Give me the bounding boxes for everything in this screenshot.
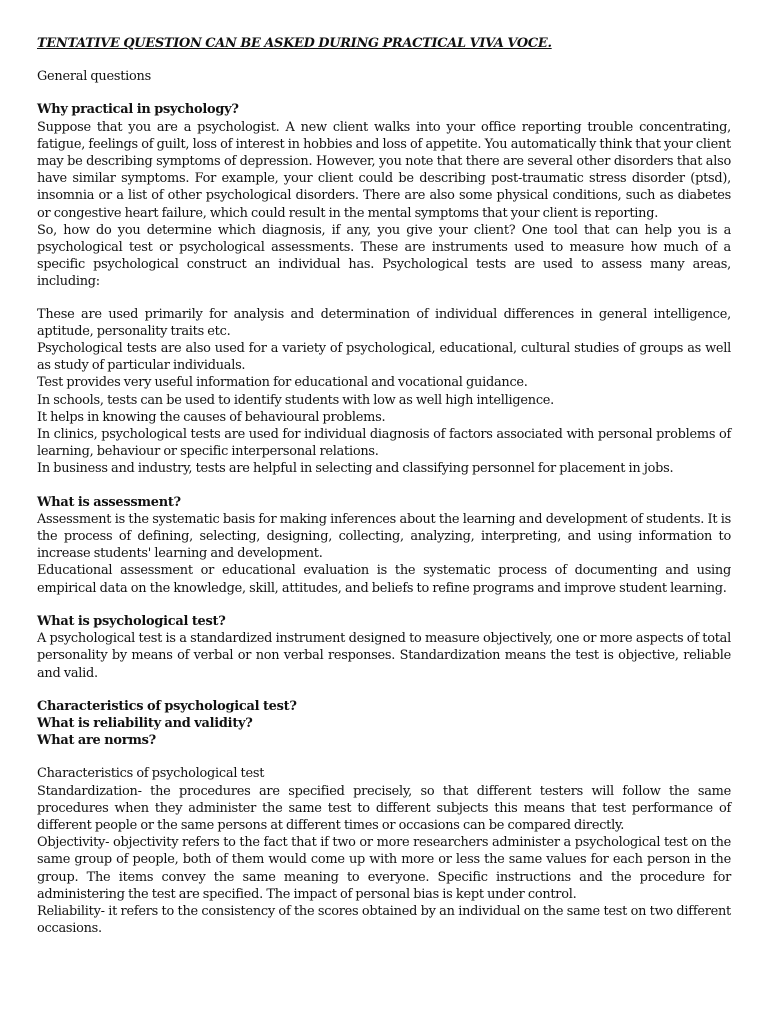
- question-what-is-psychological-test: What is psychological test?: [37, 613, 226, 629]
- paragraph: So, how do you determine which diagnosis, if any, you give your client? One tool that can help you is a psychological test or psychological assessments. These are instruments used to measure how much of a specific psychological construct an individual has. Psychological tests are used to assess many areas, including:: [37, 222, 731, 290]
- paragraph: Suppose that you are a psychologist. A new client walks into your office reporting trouble concentrating, fatigue, feelings of guilt, loss of interest in hobbies and loss of appetite. You automatically think that your client may be describing symptoms of depression. However, you note that there are several other disorders that also have similar symptoms. For example, your client could be describing post-traumatic stress disorder (ptsd), insomnia or a list of other psychological disorders. There are also some physical conditions, such as diabetes or congestive heart failure, which could result in the mental symptoms that your client is reporting.: [37, 119, 731, 221]
- paragraph: A psychological test is a standardized instrument designed to measure objectively, one or more aspects of total personality by means of verbal or non verbal responses. Standardization means the test is objective, reliable and valid.: [37, 631, 731, 681]
- use-item: It helps in knowing the causes of behavioural problems.: [37, 409, 386, 425]
- general-questions-label: General questions: [37, 69, 151, 85]
- use-item: In schools, tests can be used to identify students with low as well high intelligence.: [37, 392, 555, 408]
- question-reliability-validity: What is reliability and validity?: [37, 715, 253, 731]
- paragraph: Objectivity- objectivity refers to the fact that if two or more researchers administer a psychological test on the same group of people, both of them would come up with more or less the same values for each person in the group. The items convey the same meaning to everyone. Specific instructions and the procedure for administering the test are specified. The impact of personal bias is kept under control.: [37, 835, 731, 902]
- use-item: In clinics, psychological tests are used for individual diagnosis of factors associated with personal problems of learning, behaviour or specific interpersonal relations.: [37, 427, 731, 460]
- document-page: [37, 35, 731, 937]
- question-norms: What are norms?: [37, 733, 156, 749]
- question-characteristics: Characteristics of psychological test?: [37, 698, 297, 714]
- paragraph: Standardization- the procedures are specified precisely, so that different testers will follow the same procedures when they administer the same test to different subjects this means that test performance of different people or the same persons at different times or occasions can be compared directly.: [37, 783, 731, 833]
- use-item: Test provides very useful information for educational and vocational guidance.: [37, 375, 528, 391]
- question-why-practical: Why practical in psychology?: [37, 102, 239, 118]
- use-item: In business and industry, tests are helpful in selecting and classifying personnel for placement in jobs.: [37, 461, 674, 477]
- paragraph: Assessment is the systematic basis for making inferences about the learning and development of students. It is the process of defining, selecting, designing, collecting, analyzing, interpreting, and using information to increase students' learning and development.: [37, 511, 731, 562]
- question-what-is-assessment: What is assessment?: [37, 494, 181, 510]
- characteristics-heading: Characteristics of psychological test: [37, 766, 265, 782]
- paragraph: Reliability- it refers to the consistency of the scores obtained by an individual on the same test on two different occasions.: [37, 903, 731, 937]
- document-title: TENTATIVE QUESTION CAN BE ASKED DURING PRACTICAL VIVA VOCE.: [37, 36, 552, 51]
- use-item: Psychological tests are also used for a variety of psychological, educational, cultural studies of groups as well as study of particular individuals.: [37, 341, 731, 374]
- paragraph: Educational assessment or educational evaluation is the systematic process of documenting and using empirical data on the knowledge, skill, attitudes, and beliefs to refine programs and improve student learning.: [37, 563, 731, 596]
- use-item: These are used primarily for analysis and determination of individual differences in general intelligence, aptitude, personality traits etc.: [37, 306, 731, 339]
